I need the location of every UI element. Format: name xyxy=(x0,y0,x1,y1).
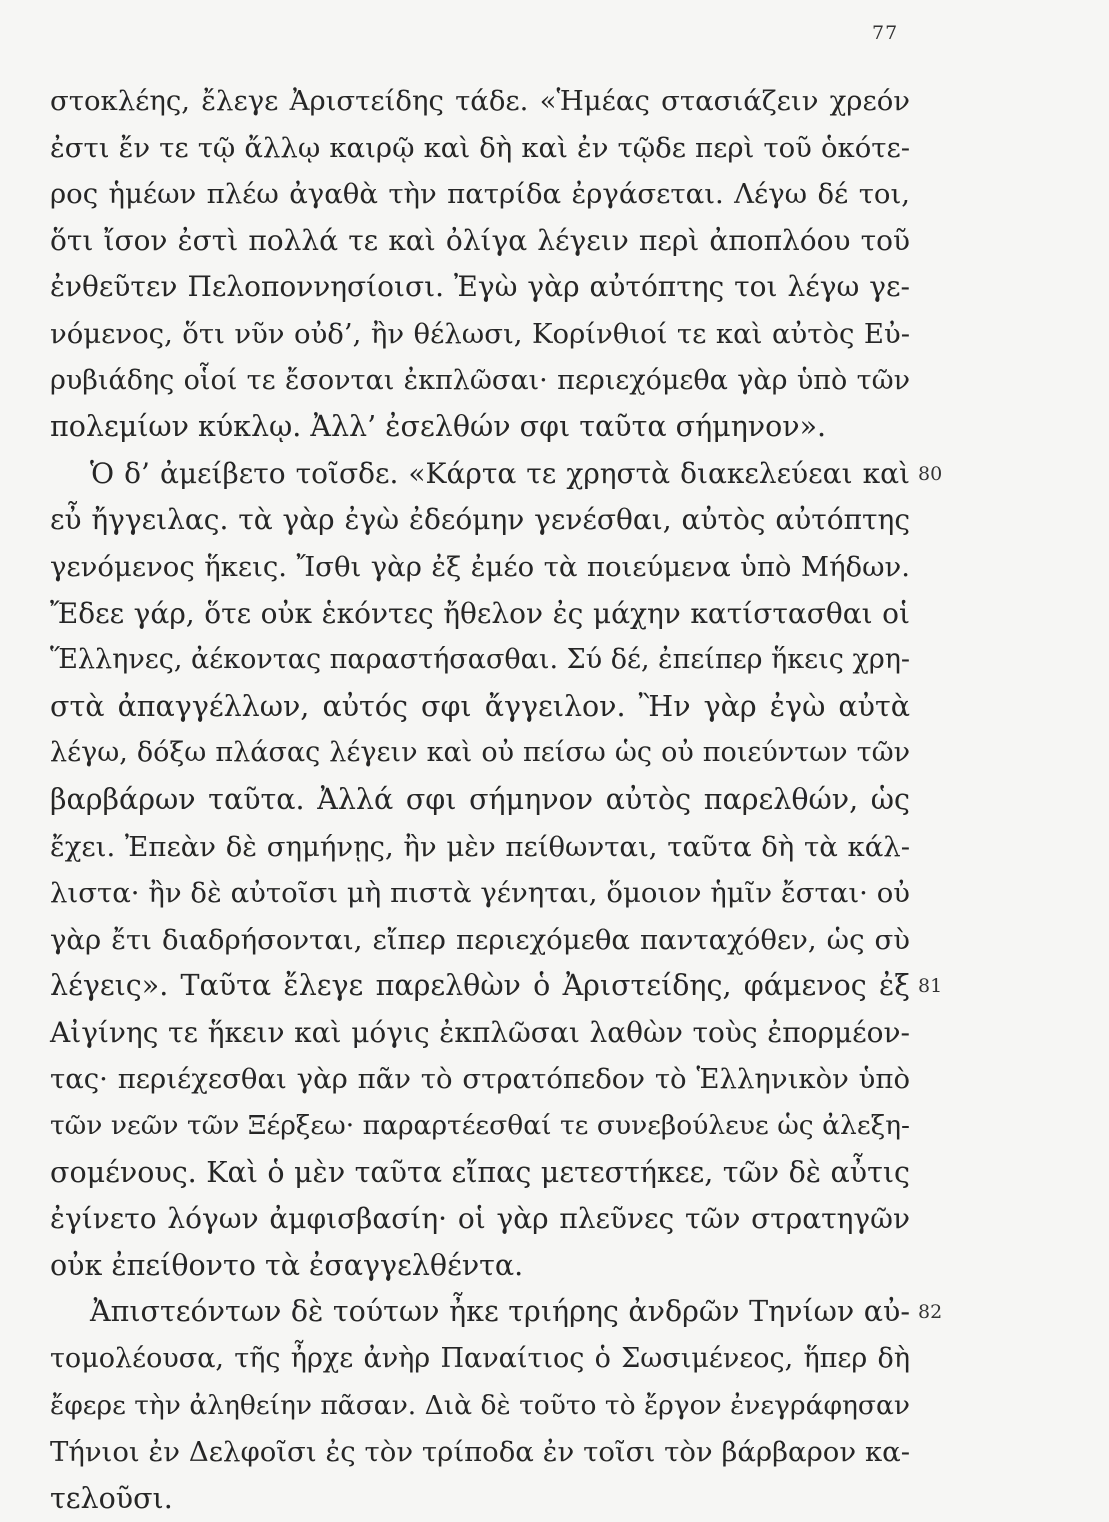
line-text: γενόμενος ἥκεις. Ἴσθι γὰρ ἐξ ἐμέο τὰ ποιεύμενα ὑπὸ Μήδων. xyxy=(50,550,910,583)
text-line xyxy=(50,870,910,917)
text-line xyxy=(50,684,910,731)
text-line xyxy=(50,917,910,964)
text-line xyxy=(50,1429,910,1476)
text-line xyxy=(50,497,910,544)
text-line xyxy=(50,358,910,405)
text-line xyxy=(50,78,910,125)
text-line xyxy=(50,218,910,265)
line-text: ἐνθεῦτεν Πελοποννησίοισι. Ἐγὼ γὰρ αὐτόπτης τοι λέγω γε- xyxy=(50,270,910,304)
text-line xyxy=(50,1150,910,1197)
line-text: τῶν νεῶν τῶν Ξέρξεω· παραρτέεσθαί τε συνεβούλευε ὡς ἀλεξη- xyxy=(50,1110,910,1142)
text-line xyxy=(50,777,910,824)
line-text: ὅτι ἴσον ἐστὶ πολλά τε καὶ ὀλίγα λέγειν περὶ ἀποπλόου τοῦ xyxy=(50,223,910,257)
text-line xyxy=(50,404,910,451)
line-text: γὰρ ἔτι διαδρήσονται, εἴπερ περιεχόμεθα πανταχόθεν, ὡς σὺ xyxy=(50,923,910,956)
text-line xyxy=(50,1476,910,1522)
line-text: πολεμίων κύκλῳ. Ἀλλ’ ἐσελθών σφι ταῦτα σήμηνον». xyxy=(50,410,827,444)
text-line xyxy=(50,1056,910,1103)
text-line xyxy=(50,963,943,1010)
body-text xyxy=(50,78,943,1522)
margin-section-number: 82 xyxy=(918,1301,943,1324)
line-text: ἔφερε τὴν ἀληθείην πᾶσαν. Διὰ δὲ τοῦτο τὸ ἔργον ἐνεγράφησαν xyxy=(50,1389,910,1421)
text-line xyxy=(50,730,910,777)
line-text: τελοῦσι. xyxy=(50,1481,173,1515)
text-line xyxy=(50,1103,910,1150)
line-text: λιστα· ἢν δὲ αὐτοῖσι μὴ πιστὰ γένηται, ὅμοιον ἡμῖν ἔσται· οὐ xyxy=(50,877,910,910)
line-text: Αἰγίνης τε ἥκειν καὶ μόγις ἐκπλῶσαι λαθὼν τοὺς ἐπορμέον- xyxy=(50,1015,910,1049)
line-text: βαρβάρων ταῦτα. Ἀλλά σφι σήμηνον αὐτὸς παρελθών, ὡς xyxy=(50,782,910,816)
line-text: στὰ ἀπαγγέλλων, αὐτός σφι ἄγγειλον. Ἢν γὰρ ἐγὼ αὐτὰ xyxy=(50,689,910,723)
line-text: ρυβιάδης οἷοί τε ἔσονται ἐκπλῶσαι· περιεχόμεθα γὰρ ὑπὸ τῶν xyxy=(50,364,910,396)
line-text: στοκλέης, ἔλεγε Ἀριστείδης τάδε. «Ἡμέας στασιάζειν χρεόν xyxy=(50,85,910,117)
margin-section-number: 80 xyxy=(918,462,943,485)
text-line xyxy=(50,637,910,684)
line-text: Ὁ δ’ ἀμείβετο τοῖσδε. «Κάρτα τε χρηστὰ διακελεύεαι καὶ xyxy=(90,456,910,490)
text-line xyxy=(50,1010,910,1057)
line-text: εὖ ἤγγειλας. τὰ γὰρ ἐγὼ ἐδεόμην γενέσθαι, αὐτὸς αὐτόπτης xyxy=(50,503,910,537)
line-text: Ἔδεε γάρ, ὅτε οὐκ ἑκόντες ἤθελον ἐς μάχην κατίστασθαι οἱ xyxy=(50,596,910,630)
text-line xyxy=(50,125,910,172)
line-text: σομένους. Καὶ ὁ μὲν ταῦτα εἴπας μετεστήκεε, τῶν δὲ αὖτις xyxy=(50,1155,910,1189)
line-text: Τήνιοι ἐν Δελφοῖσι ἐς τὸν τρίποδα ἐν τοῖσι τὸν βάρβαρον κα- xyxy=(50,1436,910,1469)
text-line xyxy=(50,311,910,358)
text-line xyxy=(50,264,910,311)
line-text: ρος ἡμέων πλέω ἀγαθὰ τὴν πατρίδα ἐργάσεται. Λέγω δέ τοι, xyxy=(50,178,910,211)
line-text: Ἕλληνες, ἀέκοντας παραστήσασθαι. Σύ δέ, ἐπείπερ ἥκεις χρη- xyxy=(50,644,910,676)
text-line xyxy=(50,171,910,218)
text-line xyxy=(50,591,910,638)
text-line xyxy=(50,1336,910,1383)
line-text: τας· περιέχεσθαι γὰρ πᾶν τὸ στρατόπεδον τὸ Ἑλληνικὸν ὑπὸ xyxy=(50,1063,910,1096)
text-line xyxy=(50,544,910,591)
text-line xyxy=(50,1243,910,1290)
text-line xyxy=(50,1383,910,1430)
line-text: ἐγίνετο λόγων ἀμφισβασίη· οἱ γὰρ πλεῦνες τῶν στρατηγῶν xyxy=(50,1202,910,1236)
page-number: 77 xyxy=(872,22,899,44)
text-line xyxy=(50,824,910,871)
line-text: ἔχει. Ἐπεὰν δὲ σημήνῃς, ἢν μὲν πείθωνται, ταῦτα δὴ τὰ κάλ- xyxy=(50,830,910,863)
line-text: νόμενος, ὅτι νῦν οὐδ’, ἢν θέλωσι, Κορίνθιοί τε καὶ αὐτὸς Εὐ- xyxy=(50,317,910,350)
margin-section-number: 81 xyxy=(918,975,943,998)
line-text: ἐστι ἔν τε τῷ ἄλλῳ καιρῷ καὶ δὴ καὶ ἐν τῷδε περὶ τοῦ ὁκότε- xyxy=(50,131,910,164)
line-text: Ἀπιστεόντων δὲ τούτων ἦκε τριήρης ἀνδρῶν Τηνίων αὐ- xyxy=(90,1295,910,1329)
line-text: λέγεις». Ταῦτα ἔλεγε παρελθὼν ὁ Ἀριστείδης, φάμενος ἐξ xyxy=(50,969,910,1003)
line-text: τομολέουσα, τῆς ἦρχε ἀνὴρ Παναίτιος ὁ Σωσιμένεος, ἥπερ δὴ xyxy=(50,1343,910,1375)
text-line xyxy=(50,451,943,498)
text-line xyxy=(50,1196,910,1243)
line-text: οὐκ ἐπείθοντο τὰ ἐσαγγελθέντα. xyxy=(50,1248,524,1282)
text-line xyxy=(50,1289,943,1336)
line-text: λέγω, δόξω πλάσας λέγειν καὶ οὐ πείσω ὡς οὐ ποιεύντων τῶν xyxy=(50,737,910,769)
